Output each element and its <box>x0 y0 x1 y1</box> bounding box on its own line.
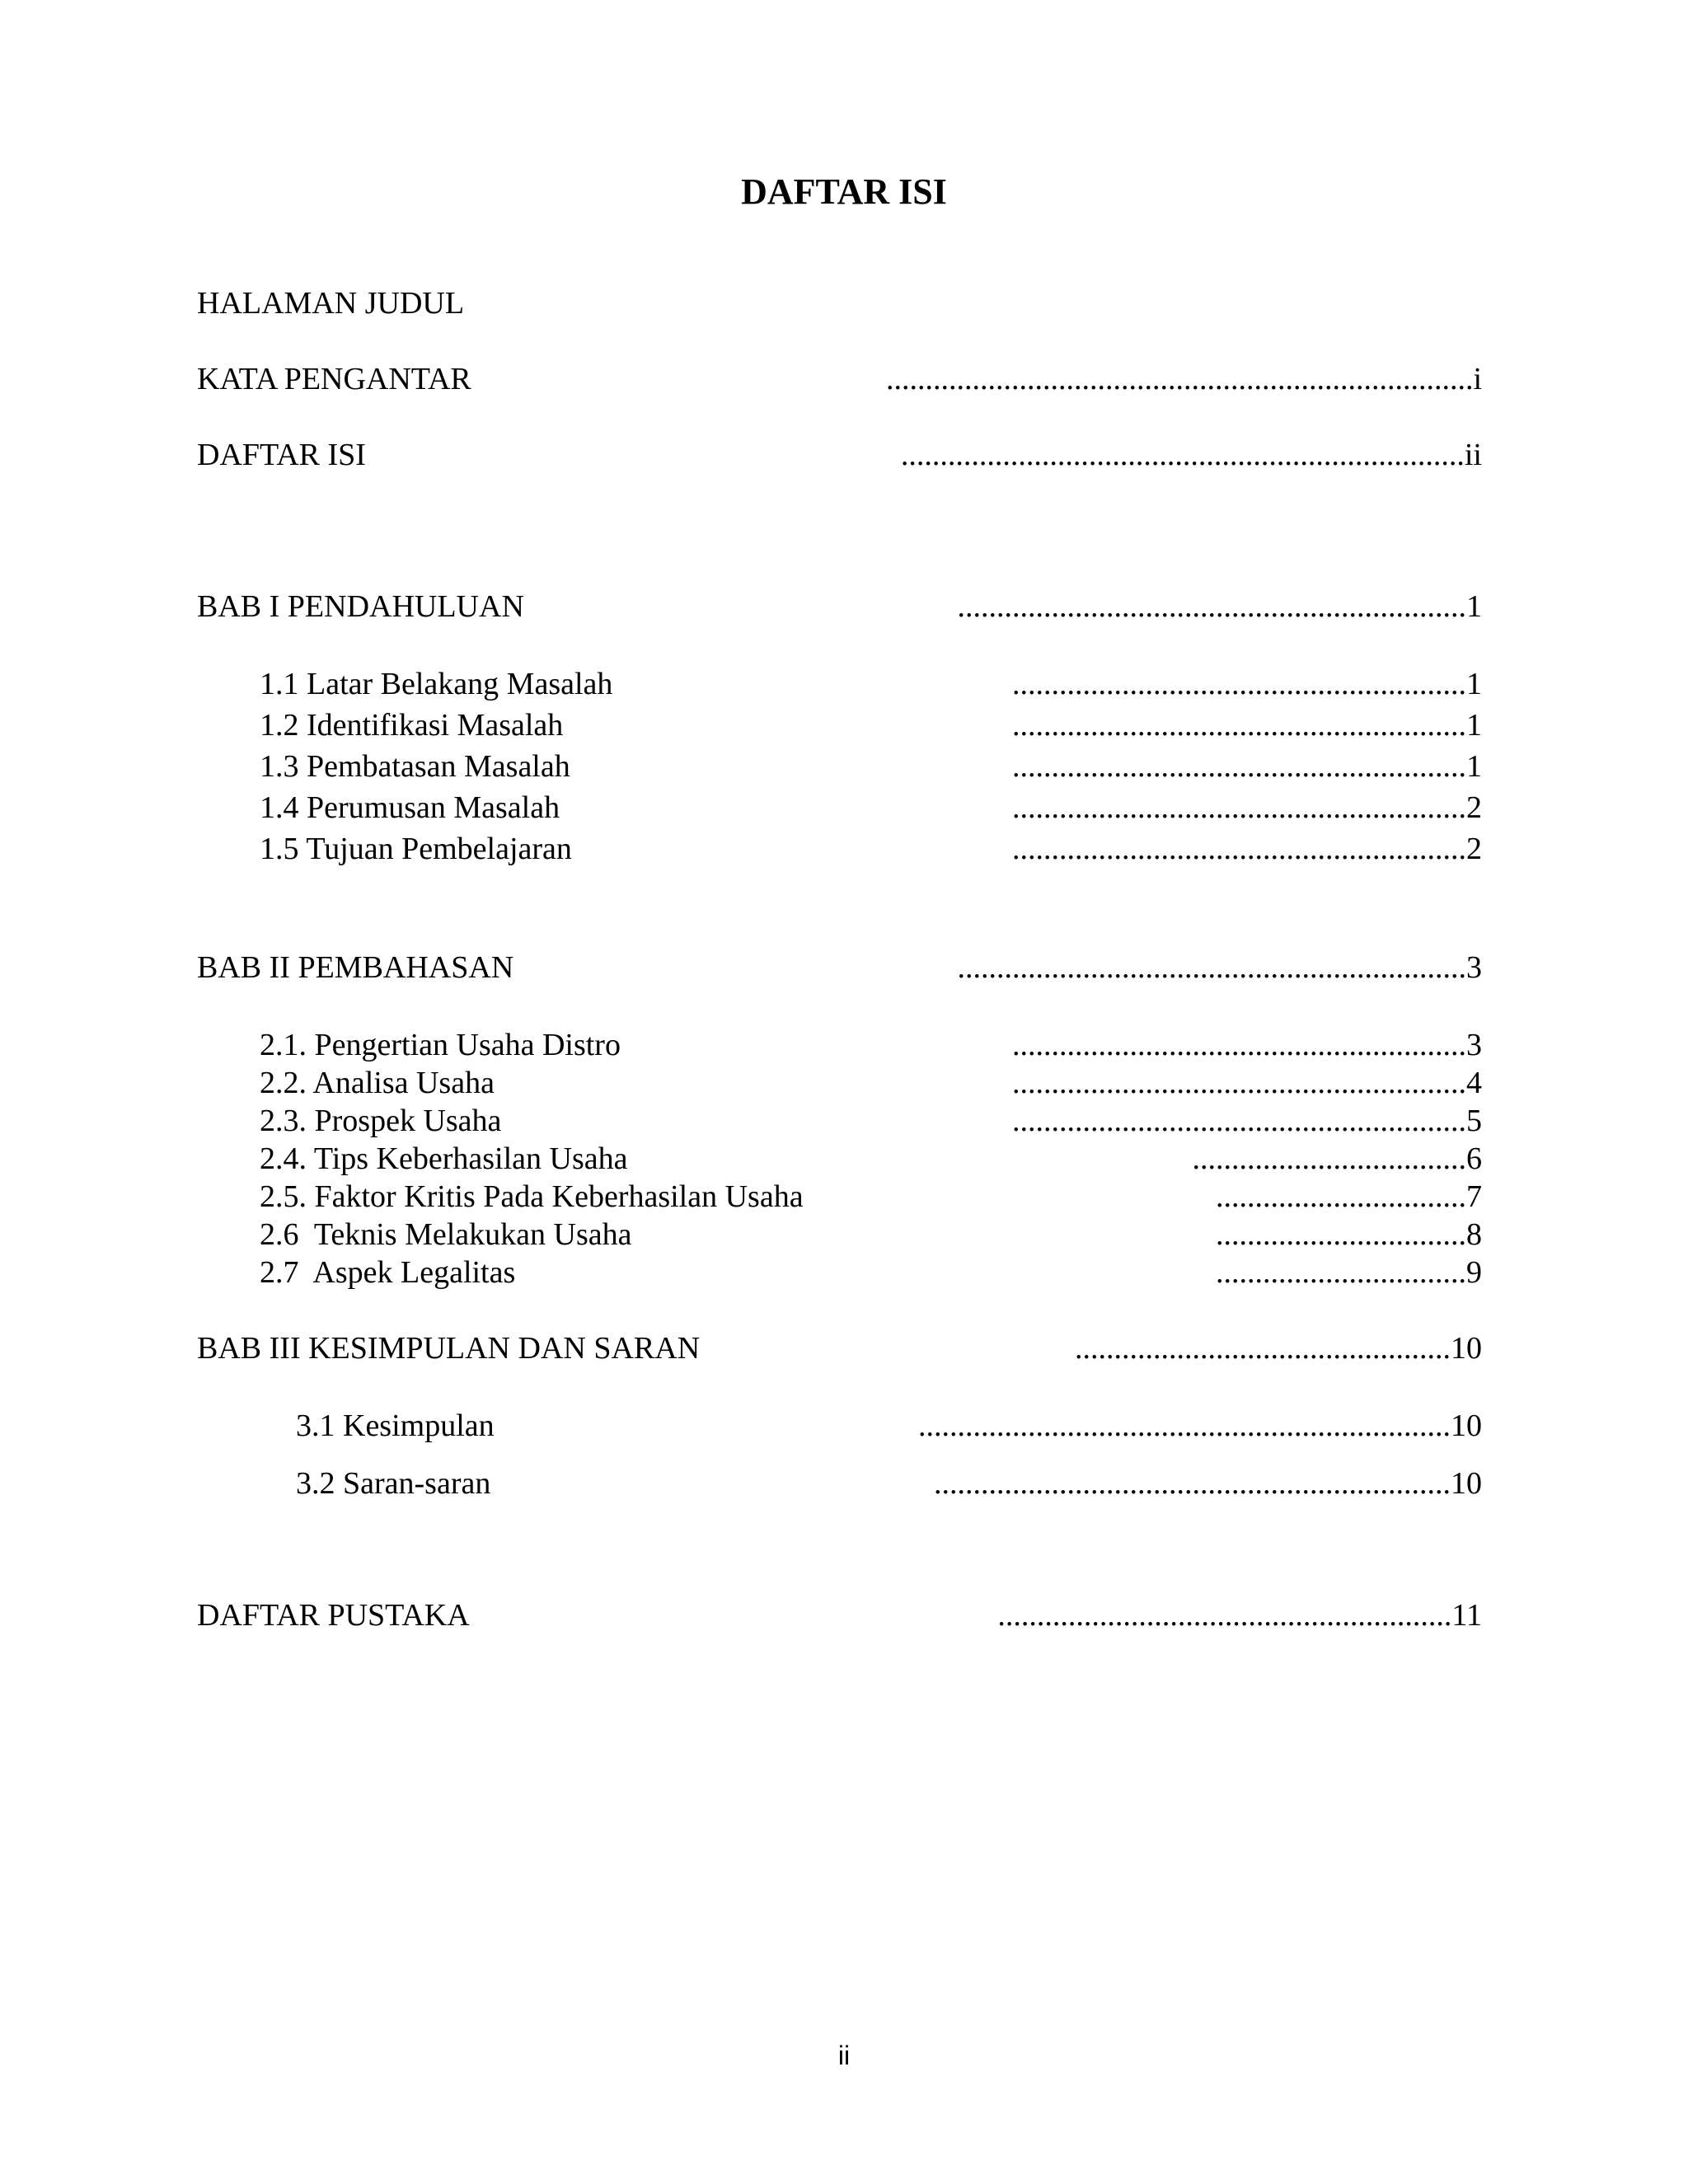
toc-entry-daftar-pustaka[interactable] <box>0 1596 1688 1635</box>
toc-entry-label: BAB II PEMBAHASAN <box>197 950 514 985</box>
toc-entry-label: 1.2 Identifikasi Masalah <box>260 708 564 743</box>
toc-entry-daftar-isi[interactable] <box>0 435 1688 475</box>
toc-entry-2-3[interactable] <box>0 1101 1688 1141</box>
toc-entry-label: BAB I PENDAHULUAN <box>197 589 524 624</box>
toc-entry-leader-page: ...........................................................................i <box>885 362 1482 396</box>
toc-entry-leader-page: ..........................................................3 <box>1012 1028 1482 1062</box>
toc-entry-2-2[interactable] <box>0 1063 1688 1103</box>
toc-entry-halaman-judul[interactable] <box>0 284 1688 323</box>
toc-entry-label: 3.1 Kesimpulan <box>296 1408 495 1443</box>
toc-entry-kata-pengantar[interactable] <box>0 359 1688 399</box>
toc-entry-label: 2.1. Pengertian Usaha Distro <box>260 1028 621 1062</box>
toc-entry-leader-page: ................................................10 <box>1075 1331 1482 1366</box>
toc-entry-bab-1[interactable] <box>0 587 1688 626</box>
toc-entry-label: 2.3. Prospek Usaha <box>260 1104 502 1138</box>
toc-entry-leader-page: ..........................................................2 <box>1012 790 1482 825</box>
toc-entry-label: 1.3 Pembatasan Masalah <box>260 749 570 784</box>
toc-entry-leader-page: .................................................................3 <box>957 950 1482 985</box>
toc-entry-leader-page: ..........................................................11 <box>997 1598 1482 1633</box>
toc-entry-label: 2.2. Analisa Usaha <box>260 1066 495 1100</box>
toc-entry-label: 2.4. Tips Keberhasilan Usaha <box>260 1141 628 1176</box>
toc-entry-2-6[interactable] <box>0 1215 1688 1254</box>
page-title: DAFTAR ISI <box>741 171 947 212</box>
toc-entry-label: 1.4 Perumusan Masalah <box>260 790 560 825</box>
toc-entry-leader-page: ..........................................................5 <box>1012 1104 1482 1138</box>
toc-entry-leader-page: ..........................................................4 <box>1012 1066 1482 1100</box>
toc-entry-1-1[interactable] <box>0 664 1688 704</box>
toc-entry-1-2[interactable] <box>0 705 1688 745</box>
toc-entry-2-5[interactable] <box>0 1177 1688 1216</box>
toc-entry-label: 2.7 Aspek Legalitas <box>260 1255 516 1290</box>
toc-entry-label: 1.1 Latar Belakang Masalah <box>260 667 613 701</box>
toc-entry-leader-page: ..........................................................1 <box>1012 708 1482 743</box>
toc-entry-bab-2[interactable] <box>0 948 1688 987</box>
toc-entry-1-5[interactable] <box>0 829 1688 869</box>
toc-entry-label: 2.5. Faktor Kritis Pada Keberhasilan Usaha <box>260 1179 804 1214</box>
toc-entry-1-3[interactable] <box>0 747 1688 786</box>
toc-entry-leader-page: ..................................................................10 <box>934 1466 1482 1501</box>
toc-entry-label: KATA PENGANTAR <box>197 362 471 396</box>
toc-entry-leader-page: ................................8 <box>1216 1217 1482 1252</box>
toc-entry-leader-page: ................................9 <box>1216 1255 1482 1290</box>
toc-entry-leader-page: ........................................................................ii <box>900 438 1482 472</box>
toc-entry-leader-page: ..........................................................1 <box>1012 749 1482 784</box>
toc-entry-label: 2.6 Teknis Melakukan Usaha <box>260 1217 632 1252</box>
toc-entry-2-1[interactable] <box>0 1025 1688 1065</box>
toc-entry-label: 1.5 Tujuan Pembelajaran <box>260 832 572 866</box>
toc-entry-label: BAB III KESIMPULAN DAN SARAN <box>197 1331 701 1366</box>
toc-entry-leader-page: ....................................................................10 <box>918 1408 1482 1443</box>
toc-entry-3-1[interactable] <box>0 1406 1688 1446</box>
toc-entry-2-7[interactable] <box>0 1253 1688 1292</box>
toc-entry-leader-page: ................................7 <box>1216 1179 1482 1214</box>
page-number: ii <box>837 2041 851 2070</box>
toc-entry-2-4[interactable] <box>0 1139 1688 1179</box>
toc-entry-leader-page: ..........................................................1 <box>1012 667 1482 701</box>
toc-entry-bab-3[interactable] <box>0 1329 1688 1368</box>
toc-entry-leader-page: ..........................................................2 <box>1012 832 1482 866</box>
toc-entry-label: 3.2 Saran-saran <box>296 1466 491 1501</box>
toc-entry-label: DAFTAR PUSTAKA <box>197 1598 470 1633</box>
toc-entry-label: HALAMAN JUDUL <box>197 286 465 321</box>
toc-entry-label: DAFTAR ISI <box>197 438 366 472</box>
toc-entry-1-4[interactable] <box>0 788 1688 827</box>
toc-entry-leader-page: .................................................................1 <box>957 589 1482 624</box>
toc-entry-leader-page: ...................................6 <box>1192 1141 1482 1176</box>
toc-entry-3-2[interactable] <box>0 1464 1688 1503</box>
